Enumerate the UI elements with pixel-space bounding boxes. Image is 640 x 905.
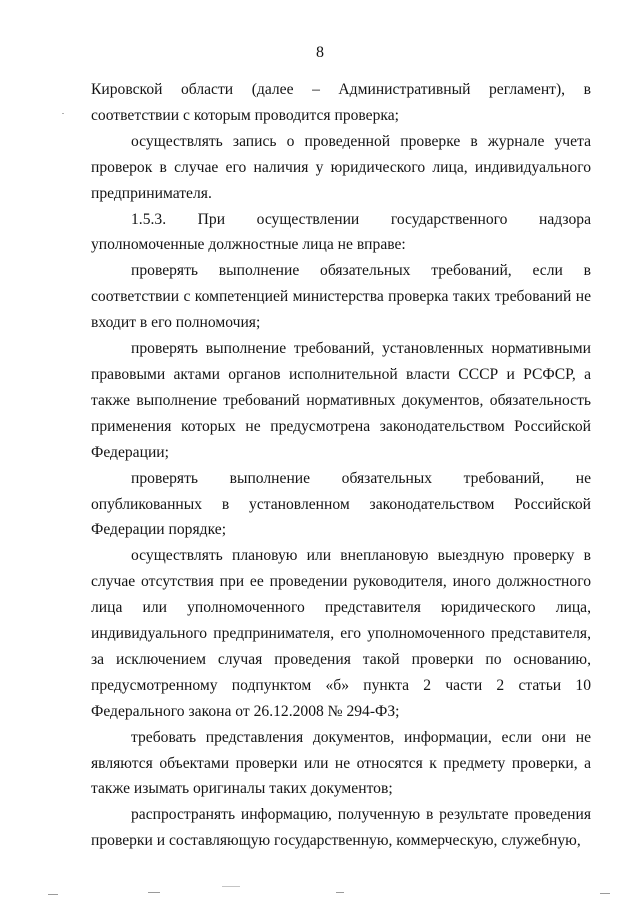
paragraph: проверять выполнение обязательных требований, если в соответствии с компетенцией министерства проверка таких требований не входит в его полномочия; — [91, 262, 591, 332]
paragraph: осуществлять плановую или внеплановую выездную проверку в случае отсутствия при ее проведении руководителя, иного должностного лица или уполномоченного представителя юридического лица, индивидуального предпринимателя, его уполномоченного представителя, за исключением случая проведения такой проверки по основанию, предусмотренному подпунктом «б» пункта 2 части 2 статьи 10 Федерального закона от 26.12.2008 № 294-ФЗ; — [91, 547, 591, 720]
document-body — [91, 77, 591, 854]
scan-mark — [222, 886, 240, 887]
page-number: 8 — [316, 44, 324, 61]
paragraph: Кировской области (далее – Административный регламент), в соответствии с которым проводится проверка; — [91, 81, 591, 124]
scan-mark — [336, 892, 344, 893]
scan-mark — [600, 893, 610, 894]
paragraph: распространять информацию, полученную в результате проведения проверки и составляющую государственную, коммерческую, служебную, — [91, 806, 591, 850]
paragraph: проверять выполнение обязательных требований, не опубликованных в установленном законодательством Российской Федерации порядке; — [91, 469, 591, 539]
paragraph: осуществлять запись о проведенной проверке в журнале учета проверок в случае его наличия у юридического лица, индивидуального предпринимателя. — [91, 132, 591, 202]
paragraph: 1.5.3. При осуществлении государственного надзора уполномоченные должностные лица не вправе: — [91, 210, 591, 254]
scan-mark — [48, 894, 58, 895]
paragraph: требовать представления документов, информации, если они не являются объектами проверки или не относятся к предмету проверки, а также изымать оригиналы таких документов; — [91, 728, 591, 798]
scan-mark — [148, 892, 160, 893]
paragraph: проверять выполнение требований, установленных нормативными правовыми актами органов исполнительной власти СССР и РСФСР, а также выполнение требований нормативных документов, обязательность применения которых не предусмотрена законодательством Российской Федерации; — [91, 340, 591, 461]
scan-mark — [62, 113, 64, 114]
